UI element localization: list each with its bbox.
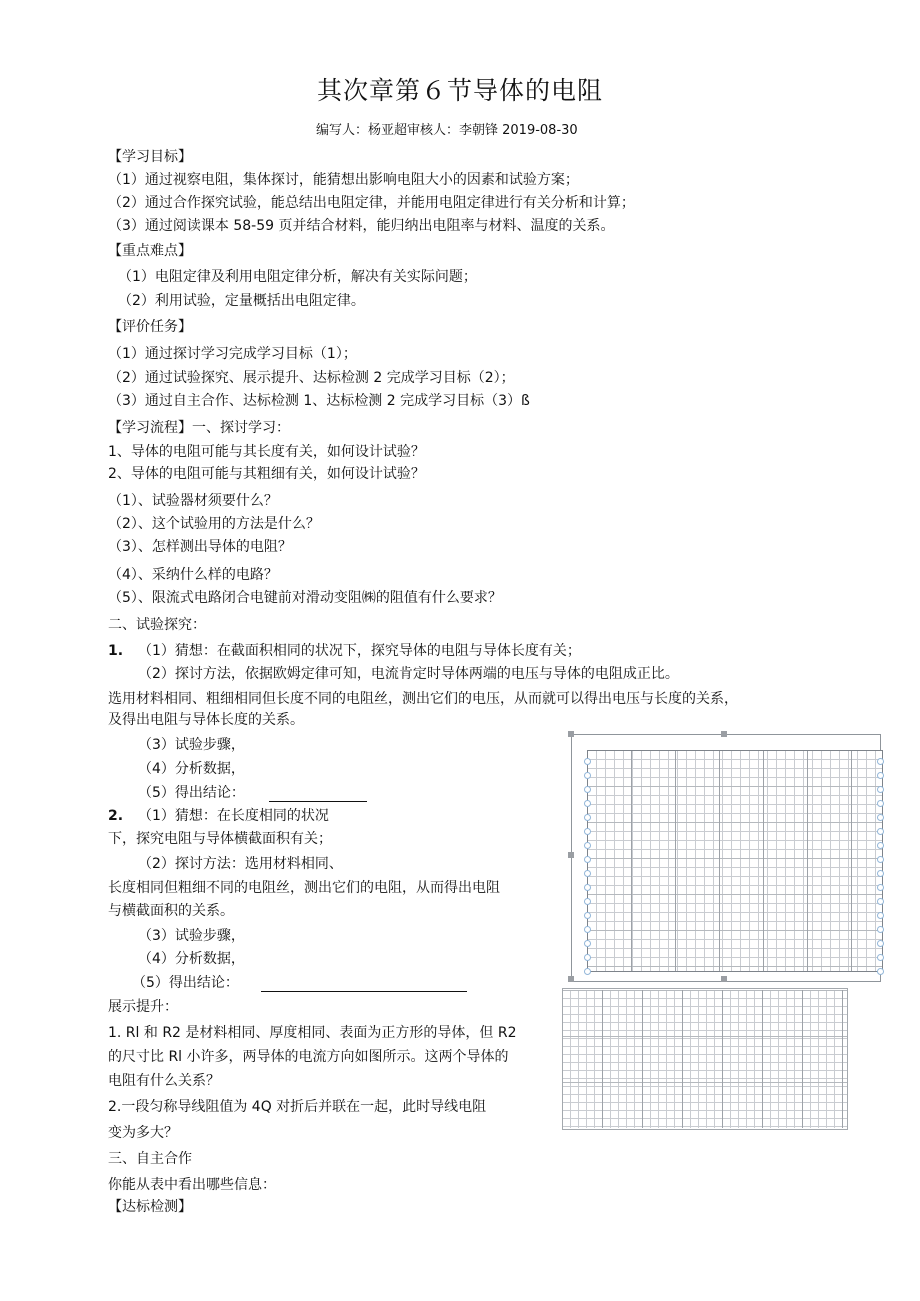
experiment-1-method: （2）探讨方法，依据欧姆定律可知，电流肯定时导体两端的电压与导体的电阻成正比。	[138, 666, 679, 682]
showcase-problem-1-line1: 1. Rl 和 R2 是材料相同、厚度相同、表面为正方形的导体，但 R2	[108, 1025, 517, 1041]
task-item-3: （3）通过自主合作、达标检测 1、达标检测 2 完成学习目标（3）ß	[108, 393, 530, 409]
row-marker-column	[584, 758, 590, 982]
keypoints-heading: 【重点难点】	[108, 243, 192, 259]
cooperate-heading: 三、自主合作	[108, 1151, 192, 1167]
process-sub-3: （3）、怎样测出导体的电阻？	[108, 539, 292, 555]
showcase-problem-1-line2: 的尺寸比 Rl 小许多，两导体的电流方向如图所示。这两个导体的	[108, 1049, 509, 1065]
objectives-heading: 【学习目标】	[108, 149, 192, 165]
task-item-1: （1）通过探讨学习完成学习目标（1）；	[108, 346, 357, 362]
experiment-2-method-cont: 长度相同但粗细不同的电阻丝，测出它们的电阻，从而得出电阻	[108, 880, 500, 896]
task-item-2: （2）通过试验探究、展示提升、达标检测 2 完成学习目标（2）；	[108, 370, 515, 386]
keypoint-item-2: （2）利用试验，定量概括出电阻定律。	[118, 293, 365, 309]
objective-item-3: （3）通过阅读课本 58-59 页并结合材料，能归纳出电阻率与材料、温度的关系。	[108, 218, 615, 234]
resize-handle	[568, 731, 574, 737]
assessment-heading: 【达标检测】	[108, 1199, 192, 1215]
grid-border	[562, 988, 848, 1130]
experiment-1-para-line1: 选用材料相同、粗细相同但长度不同的电阻丝，测出它们的电压，从而就可以得出电压与长度的关系，	[108, 691, 738, 707]
cooperate-text: 你能从表中看出哪些信息：	[108, 1177, 276, 1193]
experiment-2-analysis: （4）分析数据，	[138, 951, 245, 967]
resize-handle	[721, 731, 727, 737]
row-marker-column	[877, 758, 883, 982]
keypoint-item-1: （1）电阻定律及利用电阻定律分析，解决有关实际问题；	[118, 269, 477, 285]
experiment-heading: 二、试验探究：	[108, 617, 206, 633]
byline: 编写人：杨亚超审核人：李朝锋 2019-08-30	[316, 123, 578, 138]
table-figure-lower	[562, 986, 850, 1132]
process-sub-4: （4）、采纳什么样的电路？	[108, 567, 278, 583]
showcase-heading: 展示提升：	[108, 999, 178, 1015]
experiment-2-guess-cont: 下，探究电阻与导体横截面积有关；	[108, 831, 332, 847]
process-sub-2: （2）、这个试验用的方法是什么？	[108, 516, 320, 532]
experiment-1-guess: （1）猜想：在截面积相同的状况下，探究导体的电阻与导体长度有关；	[138, 643, 581, 659]
experiment-1-number: 1.	[108, 643, 124, 659]
process-sub-1: （1）、试验器材须要什么？	[108, 493, 278, 509]
grid-border	[587, 750, 883, 972]
resize-handle	[568, 852, 574, 858]
experiment-2-guess: （1）猜想：在长度相同的状况	[138, 808, 329, 824]
conclusion-blank-1[interactable]	[269, 787, 367, 802]
objective-item-1: （1）通过视察电阻，集体探讨，能猜想出影响电阻大小的因素和试验方案；	[108, 172, 579, 188]
page-title: 其次章第６节导体的电阻	[316, 76, 603, 105]
experiment-2-conclusion: （5）得出结论：	[132, 975, 239, 991]
table-figure-upper	[565, 728, 883, 985]
process-question-2: 2、导体的电阻可能与其粗细有关，如何设计试验？	[108, 466, 425, 482]
experiment-1-conclusion-row	[138, 784, 367, 802]
experiment-2-steps: （3）试验步骤，	[138, 928, 245, 944]
process-heading: 【学习流程】一、探讨学习：	[108, 420, 290, 436]
experiment-2-method-cont2: 与横截面积的关系。	[108, 903, 234, 919]
resize-handle	[568, 976, 574, 982]
conclusion-blank-2[interactable]	[261, 977, 467, 992]
showcase-problem-1-line3: 电阻有什么关系？	[108, 1073, 220, 1089]
experiment-2-number: 2.	[108, 808, 124, 824]
experiment-2-conclusion-row	[132, 974, 467, 992]
showcase-problem-2-line1: 2.一段匀称导线阻值为 4Q 对折后并联在一起，此时导线电阻	[108, 1099, 487, 1115]
process-question-1: 1、导体的电阻可能与其长度有关，如何设计试验？	[108, 444, 425, 460]
experiment-1-steps: （3）试验步骤，	[138, 737, 245, 753]
tasks-heading: 【评价任务】	[108, 319, 192, 335]
showcase-problem-2-line2: 变为多大？	[108, 1125, 178, 1141]
experiment-1-para-line2: 及得出电阻与导体长度的关系。	[108, 712, 304, 728]
experiment-2-method: （2）探讨方法：选用材料相同、	[138, 856, 343, 872]
experiment-1-conclusion: （5）得出结论：	[138, 785, 245, 801]
objective-item-2: （2）通过合作探究试验，能总结出电阻定律，并能用电阻定律进行有关分析和计算；	[108, 195, 635, 211]
experiment-1-analysis: （4）分析数据，	[138, 761, 245, 777]
resize-handle	[721, 976, 727, 982]
process-sub-5: （5）、限流式电路闭合电键前对滑动变阻㈱的阻值有什么要求？	[108, 590, 502, 606]
